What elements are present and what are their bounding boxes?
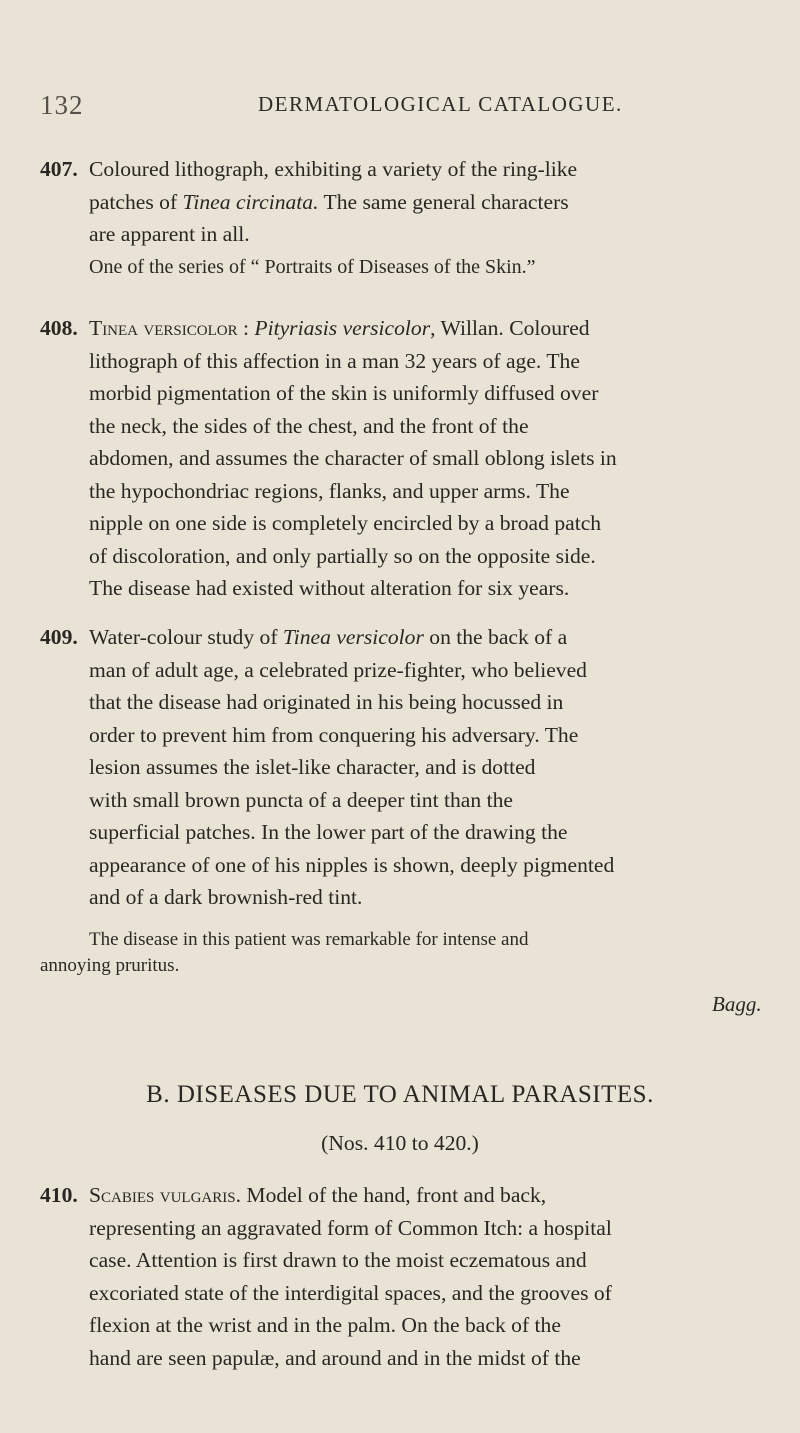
text-line: the hypochondriac regions, flanks, and upper arms. The <box>89 478 570 503</box>
disease-name: Tinea versicolor <box>89 316 238 340</box>
entry-409 <box>40 621 770 909</box>
entry-number: 410. <box>40 1183 78 1207</box>
entry-407-note: One of the series of “ Portraits of Diseases of the Skin.” <box>89 256 536 278</box>
entry-number: 408. <box>40 316 78 340</box>
page-number: 132 <box>40 90 84 120</box>
text-line: order to prevent him from conquering his adversary. The <box>89 722 579 747</box>
text-line: Scabies vulgaris. Model of the hand, front and back, <box>89 1183 547 1207</box>
text-line: man of adult age, a celebrated prize-fighter, who believed <box>89 657 587 682</box>
running-title: DERMATOLOGICAL CATALOGUE. <box>258 92 623 116</box>
running-head <box>0 90 800 130</box>
entry-text <box>89 312 769 605</box>
entry-text <box>89 1179 769 1374</box>
text-line: are apparent in all. <box>89 222 250 246</box>
text-line: and of a dark brownish-red tint. <box>89 885 363 909</box>
text-line: nipple on one side is completely encircled by a broad patch <box>89 511 602 535</box>
text-line: patches of Tinea circinata. The same general characters <box>89 189 569 214</box>
text-line: superficial patches. In the lower part of the drawing the <box>89 820 568 844</box>
text-line: Tinea versicolor : Pityriasis versicolor, Willan. Coloured <box>89 316 590 340</box>
synonym-name: Pityriasis versicolor <box>254 316 431 340</box>
text-line: The disease had existed without alteration for six years. <box>89 576 570 600</box>
text-line: flexion at the wrist and in the palm. On the back of the <box>89 1313 561 1337</box>
text-line: hand are seen papulæ, and around and in the midst of the <box>89 1345 581 1370</box>
text-line: with small brown puncta of a deeper tint than the <box>89 787 513 812</box>
text-line: lesion assumes the islet-like character, and is dotted <box>89 755 536 779</box>
species-name: Tinea circinata. <box>182 189 319 214</box>
entry-number: 409. <box>40 625 78 649</box>
text-line: appearance of one of his nipples is shown, deeply pigmented <box>89 852 615 877</box>
entry-407 <box>40 153 770 246</box>
entry-number: 407. <box>40 157 78 181</box>
text-line: of discoloration, and only partially so on the opposite side. <box>89 543 596 568</box>
text-line: abdomen, and assumes the character of small oblong islets in <box>89 446 617 470</box>
entry-409-note: The disease in this patient was remarkable for intense and annoying pruritus. <box>40 929 529 976</box>
entry-408 <box>40 312 770 600</box>
disease-name: Scabies vulgaris. <box>89 1183 241 1207</box>
text-line: excoriated state of the interdigital spaces, and the grooves of <box>89 1280 612 1305</box>
section-heading: B. DISEASES DUE TO ANIMAL PARASITES. <box>146 1081 654 1108</box>
text-line: Water-colour study of Tinea versicolor on the back of a <box>89 625 568 649</box>
text-line: the neck, the sides of the chest, and the front of the <box>89 413 529 438</box>
signature: Bagg. <box>712 992 762 1016</box>
text-line: representing an aggravated form of Common Itch: a hospital <box>89 1215 612 1240</box>
text-line: lithograph of this affection in a man 32 years of age. The <box>89 348 580 373</box>
section-range: (Nos. 410 to 420.) <box>321 1131 479 1155</box>
species-name: Tinea versicolor <box>282 625 424 649</box>
entry-410 <box>40 1179 770 1370</box>
text-line: case. Attention is first drawn to the moist eczematous and <box>89 1248 587 1272</box>
entry-text <box>89 621 769 914</box>
text-line: Coloured lithograph, exhibiting a variety of the ring-like <box>89 157 578 181</box>
entry-text <box>89 153 769 251</box>
text-line: that the disease had originated in his being hocussed in <box>89 690 564 714</box>
text-line: morbid pigmentation of the skin is uniformly diffused over <box>89 381 599 405</box>
